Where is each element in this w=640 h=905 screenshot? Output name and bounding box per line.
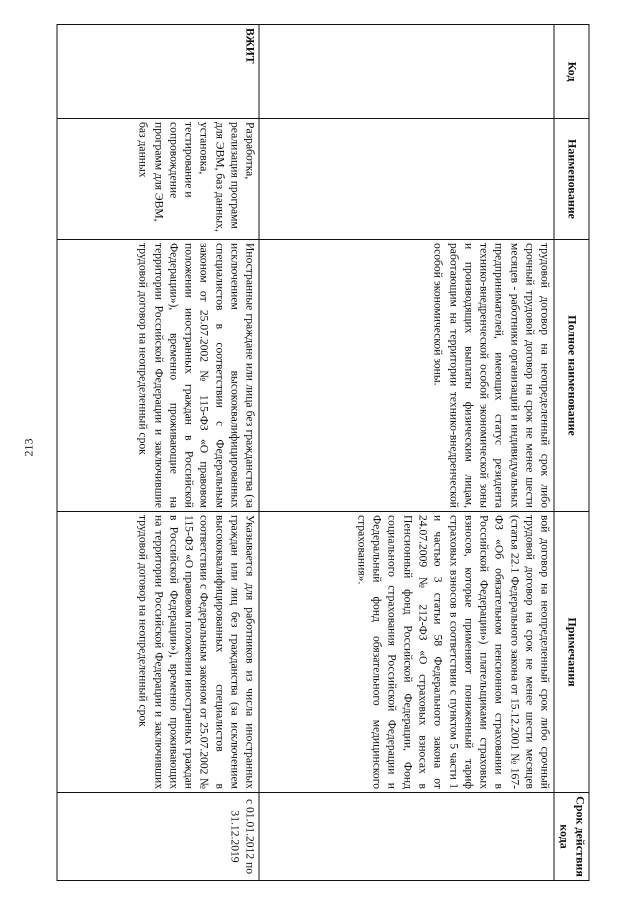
cell-notes: Указывается для работников из числа иностранных граждан или лиц без гражданства (за исключением высококвалифицированных специалистов в соответствии с Федеральным законом от 25.07.2002 № 115-ФЗ «О правовом положении иностранных граждан в Российской Федерации»), временно проживающих на территории Российской Федерации и заключивших трудовой договор на неопределенный срок bbox=[57, 512, 259, 793]
table-row bbox=[259, 25, 554, 881]
cell-term bbox=[259, 793, 554, 881]
cell-full-name: Иностранные граждане или лица без гражданства (за исключением высококвалифицированных специалистов в соответствии с Федеральным законом от 25.07.2002 № 115-ФЗ «О правовом положении иностранных граждан в Российской Федерации»), временно проживающие на территории Российской Федерации и заключившие трудовой договор на неопределенный срок bbox=[57, 240, 259, 512]
cell-full-name: трудовой договор на неопределенный срок либо срочный трудовой договор на срок не менее шести месяцев - работники организаций и индивидуальных предпринимателей, имеющих статус резидента технико-внедренческой особой экономической зоны и производящих выплаты физическим лицам, работающим на территории технико-внедренческой особой экономической зоны. bbox=[259, 240, 554, 512]
document-page bbox=[57, 24, 590, 880]
table-row bbox=[57, 25, 259, 881]
cell-notes: вой договор на неопределенный срок либо срочный трудовой договор на срок не менее шести месяцев (статья 22.1 Федерального закона от 15.12.2001 № 167-ФЗ «Об обязательном пенсионном страховании в Российской Федерации») плательщиками страховых взносов, которые применяют пониженный тариф страховых взносов в соответствии с пунктом 5 части 1 и частью 3 статьи 58 Федерального закона от 24.07.2009 № 212-ФЗ «О страховых взносах в Пенсионный фонд Российской Федерации, Фонд социального страхования Российской Федерации и Федеральный фонд обязательного медицинского страхования». bbox=[259, 512, 554, 793]
header-code: Код bbox=[554, 25, 589, 119]
header-name: Наименование bbox=[554, 119, 589, 240]
codes-table bbox=[57, 24, 590, 881]
header-full-name: Полное наименование bbox=[554, 240, 589, 512]
header-notes: Примечания bbox=[554, 512, 589, 793]
cell-code bbox=[259, 25, 554, 119]
cell-name bbox=[259, 119, 554, 240]
table-header-row bbox=[554, 25, 589, 881]
cell-code: ВЖИТ bbox=[57, 25, 259, 119]
page-number: 213 bbox=[21, 438, 36, 457]
cell-name: Разработка, реализация программ для ЭВМ, баз данных, установка, тестирование и сопровождение программ для ЭВМ, баз данных bbox=[57, 119, 259, 240]
header-term: Срок действия кода bbox=[554, 793, 589, 881]
cell-term: с 01.01.2012 по 31.12.2019 bbox=[57, 793, 259, 881]
